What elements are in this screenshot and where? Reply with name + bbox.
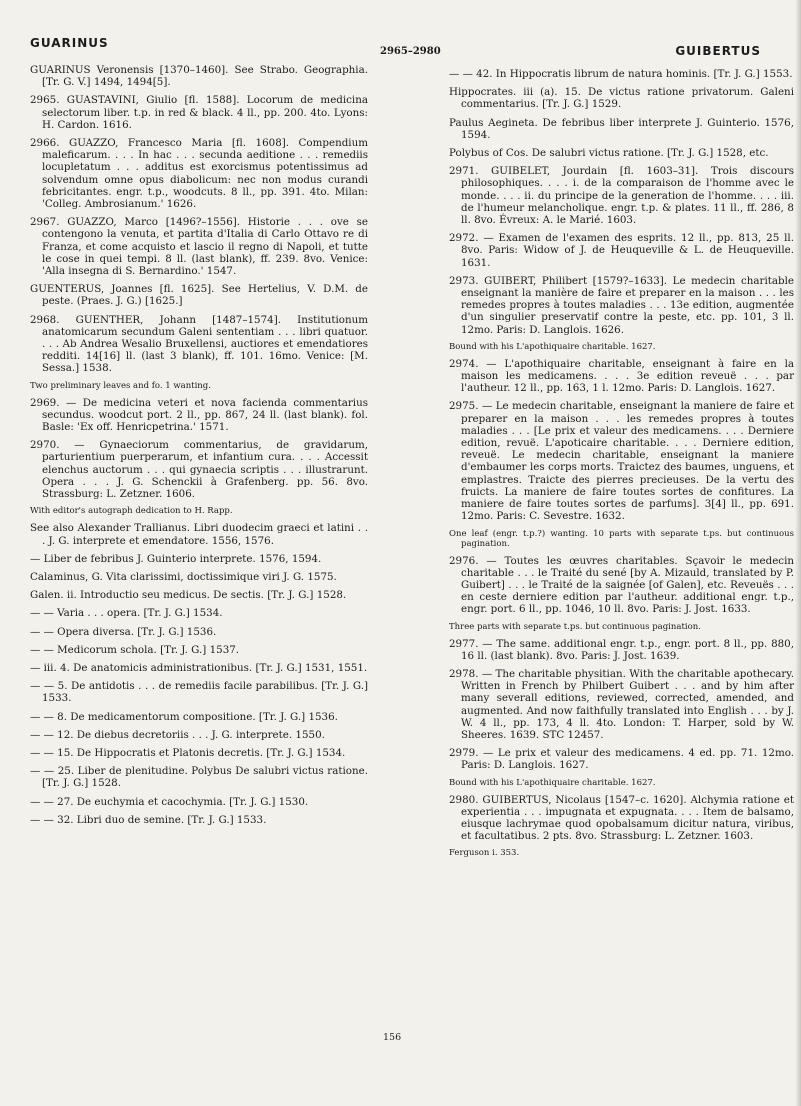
cross-reference: — — Opera diversa. [Tr. J. G.] 1536. xyxy=(30,625,217,638)
cross-reference: — — Varia . . . opera. [Tr. J. G.] 1534. xyxy=(30,607,223,620)
entry-note: Two preliminary leaves and fo. 1 wanting. xyxy=(30,380,211,391)
entry-2965: 2965. GUASTAVINI, Giulio [fl. 1588]. Locorum de medicina selectorum liber. t.p. in red & black. 4 ll., pp. 200. 4to. Lyons: H. Cardon. 1616. xyxy=(30,94,368,131)
entry: GUENTERUS, Joannes [fl. 1625]. See Hertelius, V. D.M. de peste. (Praes. J. G.) [1625.] xyxy=(30,283,368,308)
entry-2971: 2971. GUIBELET, Jourdain [fl. 1603–31]. Trois discours philosophiques. . . . i. de la comparaison de l'homme avec le monde. . . . ii. du principe de la generation de l'homme. . . . iii. de l'humeur melancholique. engr. t.p. & plates. 11 ll., ff. 286, 8 ll. 8vo. Évreux: A. le Marié. 1603. xyxy=(449,165,794,227)
cross-reference: Paulus Aegineta. De febribus liber interprete J. Guinterio. 1576, 1594. xyxy=(449,116,794,141)
entry-note: With editor's autograph dedication to H. Rapp. xyxy=(30,506,233,517)
cross-reference: — — 12. De diebus decretoriis . . . J. G. interprete. 1550. xyxy=(30,728,325,741)
entry-2979: 2979. — Le prix et valeur des medicamens. 4 ed. pp. 71. 12mo. Paris: D. Langlois. 1627. xyxy=(449,747,794,772)
cross-reference: See also Alexander Trallianus. Libri duodecim graeci et latini . . . J. G. interprete et emendatore. 1556, 1576. xyxy=(30,522,368,547)
entry-note: Bound with his L'apothiquaire charitable. 1627. xyxy=(449,341,656,352)
entry-note: Bound with his L'apothiquaire charitable. 1627. xyxy=(449,777,656,788)
entry-2969: 2969. — De medicina veteri et nova facienda commentarius secundus. woodcut port. 2 ll., pp. 867, 24 ll. (last blank). fol. Basle: 'Ex off. Henricpetrina.' 1571. xyxy=(30,396,368,434)
entry-2970: 2970. — Gynaeciorum commentarius, de gravidarum, parturientium puerperarum, et infantium cura. . . . Accessit elenchus auctorum . . . qui gynaecia scriptis . . . illustrarunt. Opera . . . J. G. Schenckii à Grafenberg. pp. 56. 8vo. Strassburg: L. Zetzner. 1606. xyxy=(30,439,368,501)
entry-note: Three parts with separate t.ps. but continuous pagination. xyxy=(449,621,701,632)
entry-2973: 2973. GUIBERT, Philibert [1579?–1633]. Le medecin charitable enseignant la manière de faire et preparer en la maison . . . les remedes propres à toutes maladies . . . 13e edition, augmentée d'un singulier preservatif contre la peste, etc. pp. 101, 3 ll. 12mo. Paris: D. Langlois. 1626. xyxy=(449,274,794,336)
entry-2977: 2977. — The same. additional engr. t.p., engr. port. 8 ll., pp. 880, 16 ll. (last blank). 8vo. Paris: J. Jost. 1639. xyxy=(449,637,794,662)
right-column xyxy=(449,68,794,864)
entry-2966: 2966. GUAZZO, Francesco Maria [fl. 1608]. Compendium maleficarum. . . . In hac . . . secunda aeditione . . . remediis locupletatum . . . additus est exorcismus potentissimus ad solvendum omne opus diabolicum: nec non modus curandi febricitantes. engr. t.p., woodcuts. 8 ll., pp. 391. 4to. Milan: 'Colleg. Ambrosianum.' 1626. xyxy=(30,137,368,211)
cross-reference: Polybus of Cos. De salubri victus ratione. [Tr. J. G.] 1528, etc. xyxy=(449,147,769,160)
entry-2980: 2980. GUIBERTUS, Nicolaus [1547–c. 1620]. Alchymia ratione et experientia . . . impugnata et expugnata. . . . Item de balsamo, eiusque lachrymae quod opobalsamum dicitur natura, viribus, et facultatibus. 2 pts. 8vo. Strassburg: L. Zetzner. 1603. xyxy=(449,793,794,843)
entry-2976: 2976. — Toutes les œuvres charitables. Sçavoir le medecin charitable . . . le Traité du sené [by A. Mizauld, translated by P. Guibert] . . . le Traité de la saignée [of Galen], etc. Reveuës . . . en ceste derniere edition par l'autheur. additional engr. t.p., engr. port. 6 ll., pp. 1046, 10 ll. 8vo. Paris: J. Jost. 1633. xyxy=(449,554,794,616)
cross-reference: Calaminus, G. Vita clarissimi, doctissimique viri J. G. 1575. xyxy=(30,570,337,583)
entry-2967: 2967. GUAZZO, Marco [1496?–1556]. Historie . . . ove se contengono la venuta, et partita d'Italia di Carlo Ottavo re di Franza, et come acquisto et lascio il regno di Napoli, et tutte le cose in quei tempi. 8 ll. (last blank), ff. 239. 8vo. Venice: 'Alla insegna di S. Bernardino.' 1547. xyxy=(30,216,368,278)
entry-note: Ferguson i. 353. xyxy=(449,848,520,859)
cross-reference: — — 25. Liber de plenitudine. Polybus De salubri victus ratione. [Tr. J. G.] 1528. xyxy=(30,765,368,790)
entry-note: One leaf (engr. t.p.?) wanting. 10 parts with separate t.ps. but continuous pagination. xyxy=(449,528,794,549)
cross-reference: — — 27. De euchymia et cacochymia. [Tr. J. G.] 1530. xyxy=(30,795,309,808)
entry-range: 2965–2980 xyxy=(380,46,441,57)
running-head-left: GUARINUS xyxy=(30,36,109,50)
page-number: 156 xyxy=(383,1032,402,1043)
page-edge-shadow xyxy=(795,0,801,1106)
cross-reference: — — Medicorum schola. [Tr. J. G.] 1537. xyxy=(30,643,240,656)
entry-2975: 2975. — Le medecin charitable, enseignant la maniere de faire et preparer en la maison . . . les remedes propres à toutes maladies . . . [Le prix et valeur des medicamens. . . . Derniere edition, revuë. L'apoticaire charitable. . . . Derniere edition, reveuë. Le medecin charitable, enseignant la maniere d'embaumer les corps morts. Traictez des baumes, unguens, et emplastres. Traicte des pierres precieuses. De la vertu des fruicts. La maniere de faire toutes sortes de confitures. La maniere de faire toutes sortes de parfums]. 3[4] ll., pp. 691. 12mo. Paris: C. Sevestre. 1632. xyxy=(449,400,794,523)
cross-reference: Galen. ii. Introductio seu medicus. De sectis. [Tr. J. G.] 1528. xyxy=(30,589,347,602)
entry-2974: 2974. — L'apothiquaire charitable, enseignant à faire en la maison les medicamens. . . . 3e edition reveuë . . . par l'autheur. 12 ll., pp. 163, 1 l. 12mo. Paris: D. Langlois. 1627. xyxy=(449,357,794,395)
cross-reference: — — 15. De Hippocratis et Platonis decretis. [Tr. J. G.] 1534. xyxy=(30,746,346,759)
entry-2972: 2972. — Examen de l'examen des esprits. 12 ll., pp. 813, 25 ll. 8vo. Paris: Widow of J. de Heuqueville & L. de Heuqueville. 1631. xyxy=(449,232,794,269)
cross-reference: — — 42. In Hippocratis librum de natura hominis. [Tr. J. G.] 1553. xyxy=(449,68,793,80)
running-head-right: GUIBERTUS xyxy=(675,44,761,58)
cross-reference: — Liber de febribus J. Guinterio interprete. 1576, 1594. xyxy=(30,552,322,565)
entry-2978: 2978. — The charitable physitian. With the charitable apothecary. Written in French by Philbert Guibert . . . and by him after many severall editions, reviewed, corrected, amended, and augmented. And now faithfully translated into English . . . by J. W. 4 ll., pp. 173, 4 ll. 4to. London: T. Harper, sold by W. Sheeres. 1639. STC 12457. xyxy=(449,667,794,741)
entry: GUARINUS Veronensis [1370–1460]. See Strabo. Geographia. [Tr. G. V.] 1494, 1494[5]. xyxy=(30,64,368,89)
cross-reference: — — 32. Libri duo de semine. [Tr. J. G.] 1533. xyxy=(30,813,267,826)
entry-2968: 2968. GUENTHER, Johann [1487–1574]. Institutionum anatomicarum secundum Galeni sententiam . . . libri quatuor. . . . Ab Andrea Wesalio Bruxellensi, auctiores et emendatiores redditi. 14[16] ll. (last 3 blank), ff. 101. 16mo. Venice: [M. Sessa.] 1538. xyxy=(30,313,368,375)
cross-reference: — — 8. De medicamentorum compositione. [Tr. J. G.] 1536. xyxy=(30,710,338,723)
cross-reference: — iii. 4. De anatomicis administrationibus. [Tr. J. G.] 1531, 1551. xyxy=(30,661,368,674)
left-column xyxy=(30,64,368,832)
cross-reference: — — 5. De antidotis . . . de remediis facile parabilibus. [Tr. J. G.] 1533. xyxy=(30,680,368,705)
cross-reference: Hippocrates. iii (a). 15. De victus ratione privatorum. Galeni commentarius. [Tr. J. G.] 1529. xyxy=(449,86,794,111)
